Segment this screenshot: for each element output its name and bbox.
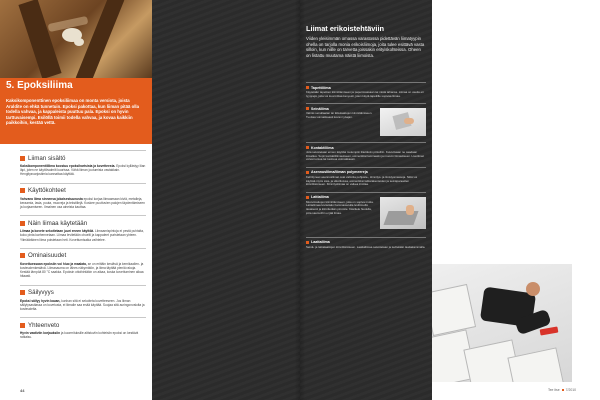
bullet-square-icon	[306, 146, 309, 149]
list-item-kontaktiliima	[306, 142, 426, 162]
right-intro-text: Viiden yleisimmän omassa varastossa pidettävän liimatyypin ohella on tarjolla monia erikoisliimoja, joita tulee esittävä vasta silloin, kun niille on tarvetta joissakin erityiskohteissa. Oheen on listattu muutama näistä liimoista.	[306, 36, 425, 58]
footer-issue: 7/2010	[565, 388, 576, 392]
section-body: epoksi korjaa liimaamaan kiviä, metalleja, keraamia, lasia, puuta, muoveja ja tekstiilejä. Koskee puuttuvien palojen täydentämiseen ja korjaamiseen. Ilmainen osa aineista kauttaa.	[20, 196, 145, 210]
section-heading: Yhteenveto	[28, 321, 60, 329]
page-number: 44	[20, 388, 25, 393]
item-body: Kehittyneet asennusliimat ovat valmiita pohjuste-, kiinnitys- ja tiivistysmassoja. Niitä voi käyttää myös sisä- ja ulkotiloissa, esimerkiksi lattiarakenteiden ja seinäpaneelien kiinnittämiseen. Kiinnitysliimaa on vaikea irrottaa.	[306, 174, 418, 187]
item-heading: Seinäliima	[311, 106, 329, 111]
item-heading: Laattaliima	[311, 240, 330, 245]
item-heading: Asennusliima/liiman polymeereja	[311, 170, 368, 175]
section-liiman-sisalto	[20, 150, 146, 177]
bullet-square-icon	[20, 156, 25, 161]
section-body: ja kuormituksille altistuviin kohteisiin epoksi on kestävä ratkaisu.	[20, 331, 139, 340]
footer	[548, 388, 576, 392]
footer-separator-icon	[562, 389, 564, 391]
footer-magazine-name: Tee itse	[547, 388, 560, 392]
section-body: kunhan sitä ei sekoiteta kovetteeseen. Jos liiman säilytysastiassa on kovetusta, ei liimalle saa enää käyttää. Suojaa sitä auringonvalolta ja kosteudelta.	[20, 298, 145, 312]
section-sailyvyys	[20, 285, 146, 312]
right-page	[300, 0, 600, 400]
photo-floor-glue-spreading	[380, 197, 426, 229]
section-lead: Vahvana liima sinnensa jokaisestuunusta	[20, 196, 83, 201]
list-item-tapettiliima	[306, 82, 426, 98]
section-nain-liimaa-kaytetaan	[20, 215, 146, 242]
section-kayttokohteet	[20, 183, 146, 210]
section-title: 5. Epoksiliima	[6, 80, 73, 91]
special-glue-list	[306, 82, 426, 254]
hero-photo-chair-repair	[0, 0, 152, 78]
section-heading: Liiman sisältö	[28, 154, 66, 162]
section-heading: Säilyvyys	[28, 289, 54, 297]
right-heading: Liimat erikoistehtäviin	[306, 24, 385, 33]
bullet-square-icon	[306, 241, 309, 244]
intro-text: Kaksikomponenttinen epoksiliimaa on monta versiota, joista Araldite on ehkä tunnetuin. Epoksi pakottaa, kun liiman pitää olla todella vahvaa, ja kappaleista puuttuu pala. Epoksi on hyvin tarttuvaisempi. Esilöllä toimii todella vahvaa, ja kovaa kaikkiin paikkoihin, kestää vettä.	[6, 98, 139, 126]
page-gutter-shadow	[295, 0, 305, 400]
section-lead: Liimaa ja kovete sekoitetaan juuri ennen käyttöä.	[20, 229, 95, 234]
section-lead: Hyvin vaativiin korjauksiin	[20, 331, 61, 336]
section-body: se on erittäin kestävä ja kemikaalien- ja kosteudenkestävä. Liimasauma on lähes näkymätön, ja liima täyttää pieniä rakoja. Kestää lämpöä 80 °C saakka. Epoksin ottoihintäkin on aikaa, koska kovettuminen alkaa hitaasti.	[20, 261, 144, 279]
list-item-seinaliima	[306, 103, 426, 137]
section-yhteenveto	[20, 317, 146, 339]
right-intro	[306, 24, 426, 58]
bullet-square-icon	[306, 86, 309, 89]
item-body: Muovimattojen kiinnittämiseen, joka on sopiva mutta. Lattialiimaa levitetään hammastetulla levittimellä tasaisesti ja kiinnitetään pinnoite. Käsittele huolella, jotta saumoihin ei jää ilmaa.	[306, 199, 374, 215]
item-body: Seinä- ja lattialaattojen kiinnittämiseen. Laattaliimaa sekoitetaan ja levitetään laattakammalla.	[306, 244, 426, 249]
info-sections	[20, 150, 146, 346]
photo-wall-tile-installation	[380, 108, 426, 136]
bullet-square-icon	[20, 221, 25, 226]
item-heading: Kontaktiliima	[311, 145, 334, 150]
intro-box	[0, 94, 152, 144]
bullet-square-icon	[20, 323, 25, 328]
bullet-square-icon	[20, 253, 25, 258]
bullet-square-icon	[20, 290, 25, 295]
item-body: Jota sekoitetaan ennen käyttöä molempiin liitettäviin pintoihin. Kuivuttuaan ne saadaan liimattua. Sopii kontaktiliimaukseen, esimerkiksi laminaatin ja muovin liimaukseen. Liuottimet voivat tuntua tai tuoksua voimakkaasti.	[306, 150, 425, 162]
section-heading: Käyttökohteet	[28, 187, 66, 195]
list-item-asennusliima	[306, 167, 426, 187]
item-heading: Lattialiima	[311, 195, 329, 200]
photo-floor-tiling	[432, 264, 572, 382]
section-lead: Epoksi säilyy hyvin kauan,	[20, 298, 61, 303]
section-lead: Kovettuessaan epoksiin voi hiuo ja maalata,	[20, 261, 87, 266]
list-item-lattialiima	[306, 192, 426, 232]
bullet-square-icon	[20, 188, 25, 193]
section-body: Epoksi kyllästyy liian läpi, joten ne käyttövalmiit kuorissa. Vähä liiman joutumista vastakkain. Hengitysvarjostimia kannattaa käyttää.	[20, 164, 146, 177]
section-heading: Ominaisuudet	[28, 252, 67, 260]
bullet-square-icon	[306, 171, 309, 174]
section-lead: Kaksikomponenttiliima koostuu epoksihartsista ja kovetteesta.	[20, 164, 116, 168]
left-dark-texture-panel	[152, 0, 300, 400]
item-body: Valmis seinälaatan tai tikkulaattojen kiinnittämiseen. Tuottaa voimakkaasti kovan työajan.	[306, 111, 373, 119]
section-body: Liimaamispintoja ei pestä puhtaita, koko pinta karhennetaan. Liimaa levitetään ohuelti ja kappaleet puristetaan yhteen. Ylimääräinen liima poistetaan heti. Kovettumisaika vaihtelee.	[20, 229, 144, 242]
section-ominaisuudet	[20, 248, 146, 279]
item-heading: Tapettiliima	[311, 85, 331, 90]
section-heading: Näin liimaa käytetään	[28, 219, 88, 227]
item-body: Käytetään tapettien kiinnittämiseen ja paperimassaan tai mistä tahansa. Liimaa on useita eri tyyppejä, joita voi kuormittaa kevyesti, joten käytä tapetiille sopivaa liimaa.	[306, 90, 424, 98]
bullet-square-icon	[306, 196, 309, 199]
list-item-laattaliima	[306, 237, 426, 250]
section-title-bar	[0, 78, 152, 94]
bullet-square-icon	[306, 107, 309, 110]
